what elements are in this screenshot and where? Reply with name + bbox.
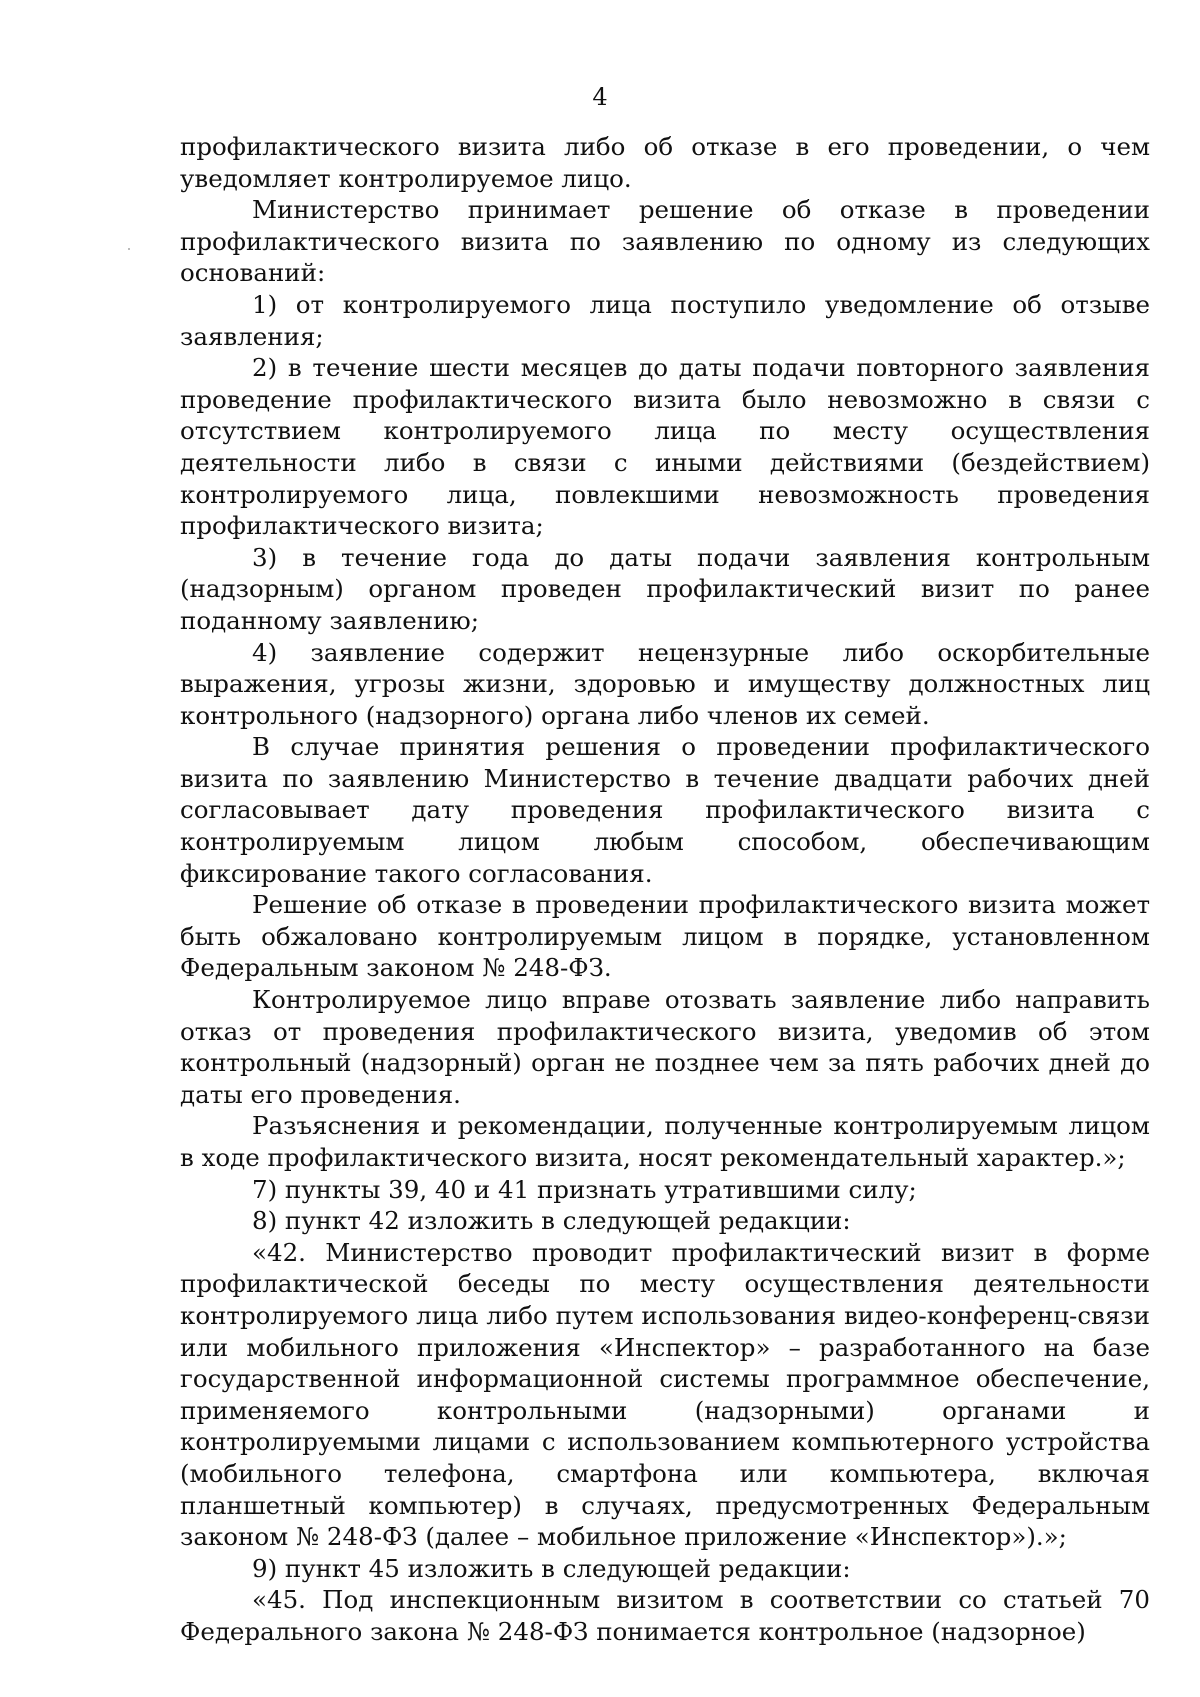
amendment-item-7: 7) пункты 39, 40 и 41 признать утратившими силу; xyxy=(252,1174,917,1204)
amendment-item-9: 9) пункт 45 изложить в следующей редакции: xyxy=(252,1553,851,1583)
paragraph-refusal-grounds-intro: Министерство принимает решение об отказе в проведении профилактического визита по заявлению по одному из следующих оснований: xyxy=(180,195,1150,288)
clause-45-text: «45. Под инспекционным визитом в соответствии со статьей 70 Федерального закона № 248-ФЗ понимается контрольное (надзорное) xyxy=(180,1585,1150,1646)
document-body xyxy=(180,131,1150,1648)
paragraph-visit-agreement: В случае принятия решения о проведении профилактического визита по заявлению Министерство в течение двадцати рабочих дней согласовывает дату проведения профилактического визита с контролируемым лицом любым способом, обеспечивающим фиксирование такого согласования. xyxy=(180,732,1150,888)
list-item-ground-4: 4) заявление содержит нецензурные либо оскорбительные выражения, угрозы жизни, здоровью и имуществу должностных лиц контрольного (надзорного) органа либо членов их семей. xyxy=(180,637,1150,730)
list-item-ground-2: 2) в течение шести месяцев до даты подачи повторного заявления проведение профилактического визита было невозможно в связи с отсутствием контролируемого лица по месту осуществления деятельности либо в связи с иными действиями (бездействием) контролируемого лица, повлекшими невозможность проведения профилактического визита; xyxy=(180,353,1150,541)
clause-42-text: «42. Министерство проводит профилактический визит в форме профилактической беседы по месту осуществления деятельности контролируемого лица либо путем использования видео-конференц-связи или мобильного приложения «Инспектор» – разработанного на базе государственной информационной системы программное обеспечение, применяемого контрольными (надзорными) органами и контролируемыми лицами с использованием компьютерного устройства (мобильного телефона, смартфона или компьютера, включая планшетный компьютер) в случаях, предусмотренных Федеральным законом № 248-ФЗ (далее – мобильное приложение «Инспектор»).»; xyxy=(180,1237,1150,1552)
page-number: 4 xyxy=(592,83,608,111)
list-item-ground-3: 3) в течение года до даты подачи заявления контрольным (надзорным) органом проведен профилактический визит по ранее поданному заявлению; xyxy=(180,542,1150,635)
paragraph-withdrawal: Контролируемое лицо вправе отозвать заявление либо направить отказ от проведения профилактического визита, уведомив об этом контрольный (надзорный) орган не позднее чем за пять рабочих дней до даты его проведения. xyxy=(180,985,1150,1109)
paragraph-continuation: профилактического визита либо об отказе в его проведении, о чем уведомляет контролируемое лицо. xyxy=(180,132,1150,193)
paragraph-refusal-appeal: Решение об отказе в проведении профилактического визита может быть обжаловано контролируемым лицом в порядке, установленном Федеральным законом № 248-ФЗ. xyxy=(180,890,1150,983)
scan-speck xyxy=(128,248,130,250)
amendment-item-8: 8) пункт 42 изложить в следующей редакции: xyxy=(252,1206,851,1236)
paragraph-recommendations: Разъяснения и рекомендации, полученные контролируемым лицом в ходе профилактического визита, носят рекомендательный характер.»; xyxy=(180,1111,1150,1172)
list-item-ground-1: 1) от контролируемого лица поступило уведомление об отзыве заявления; xyxy=(180,289,1150,351)
